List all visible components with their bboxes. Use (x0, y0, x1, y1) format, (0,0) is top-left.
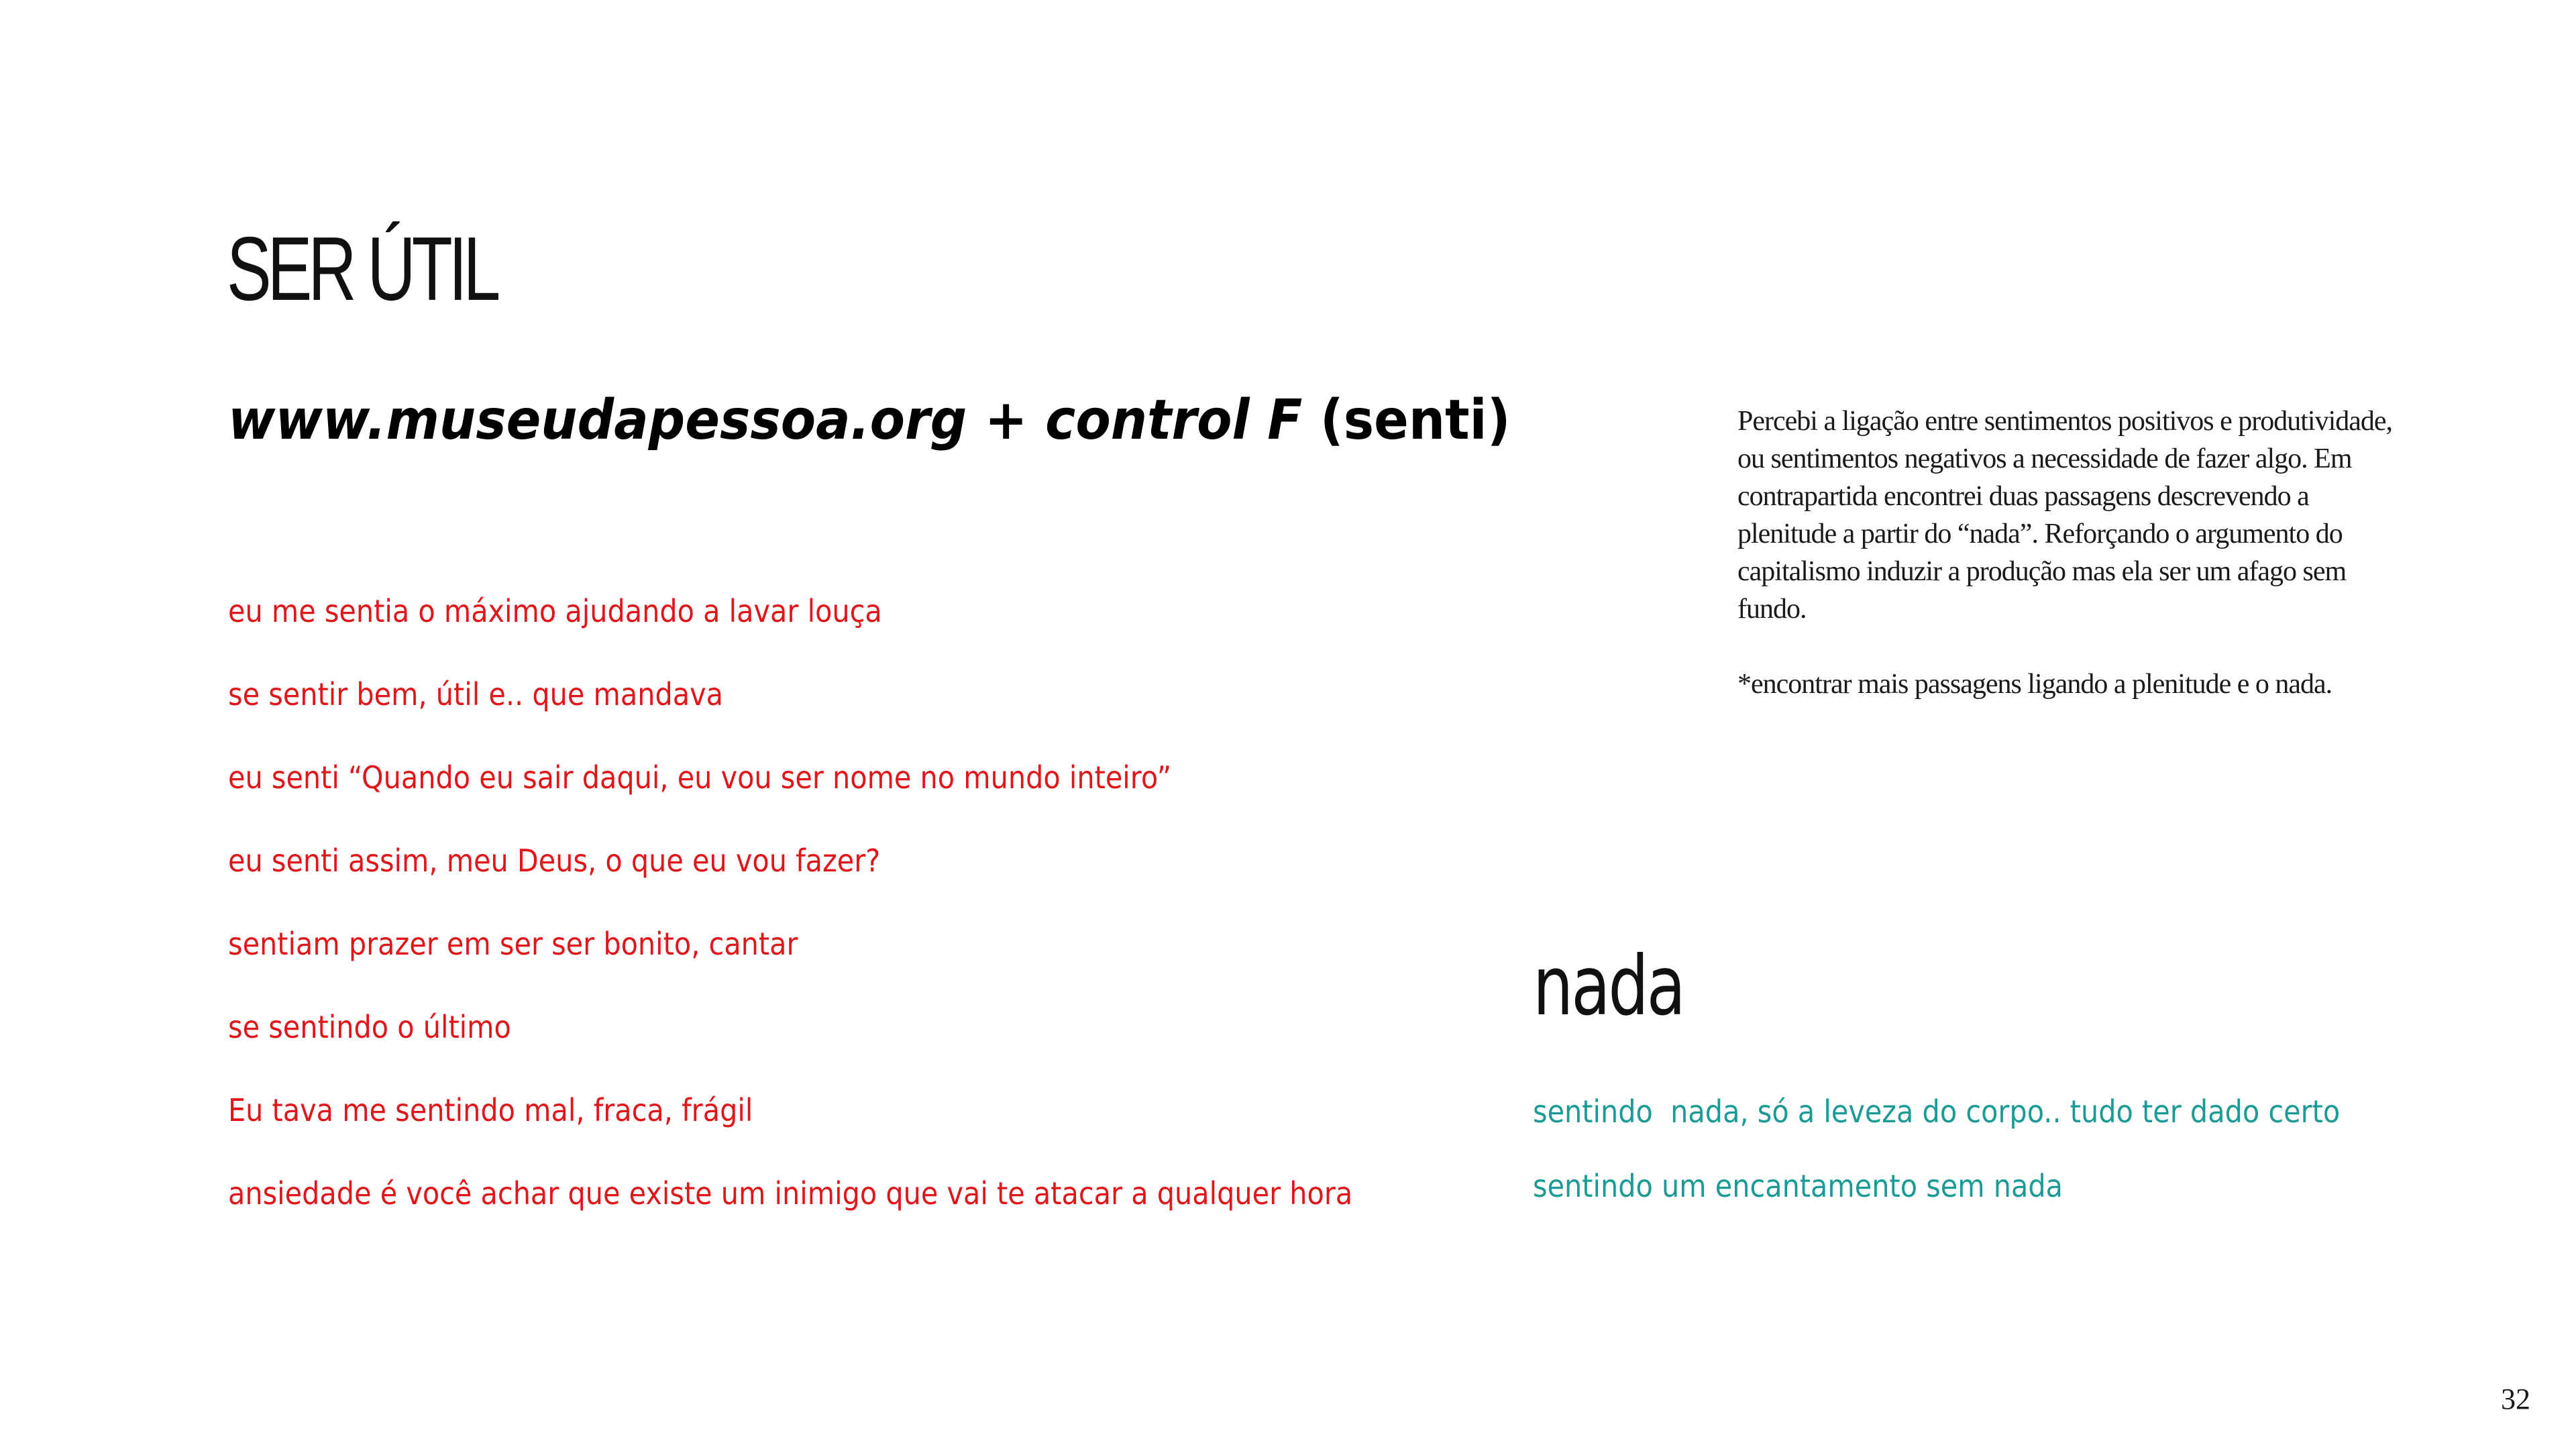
quote-item: ansiedade é você achar que existe um inimigo que vai te atacar a qualquer hora (228, 1175, 1353, 1212)
nada-item: sentindo um encantamento sem nada (1533, 1168, 2063, 1204)
quote-item: eu me sentia o máximo ajudando a lavar louça (228, 593, 882, 629)
subtitle (228, 389, 1511, 452)
nada-heading: nada (1533, 938, 1684, 1034)
quote-item: eu senti assim, meu Deus, o que eu vou fazer? (228, 843, 881, 879)
notes-spacer (1737, 628, 2395, 665)
quote-item: eu senti “Quando eu sair daqui, eu vou ser nome no mundo inteiro” (228, 759, 1172, 796)
subtitle-site: www.museudapessoa.org (228, 388, 967, 452)
notes-paragraph: Percebi a ligação entre sentimentos positivos e produtividade, ou sentimentos negativos a necessidade de fazer algo. Em contrapartida encontrei duas passagens descrevendo a plenitude a partir do “nada”. Reforçando o argumento do capitalismo induzir a produção mas ela ser um afago sem fundo. (1737, 406, 2393, 625)
quote-item: se sentindo o último (228, 1009, 511, 1045)
nada-list (1533, 1091, 2430, 1240)
subtitle-command: control F (1045, 388, 1303, 452)
nada-item: sentindo nada, só a leveza do corpo.. tudo ter dado certo (1533, 1093, 2341, 1130)
quote-item: se sentir bem, útil e.. que mandava (228, 676, 723, 712)
subtitle-term: (senti) (1302, 388, 1511, 452)
page-number: 32 (2501, 1383, 2530, 1415)
notes-footnote: *encontrar mais passagens ligando a plenitude e o nada. (1737, 669, 2332, 700)
quote-item: sentiam prazer em ser ser bonito, cantar (228, 926, 798, 962)
notes-block (1737, 402, 2395, 703)
quote-list (228, 590, 1478, 1256)
page-title: SER ÚTIL (227, 218, 497, 319)
quote-item: Eu tava me sentindo mal, fraca, frágil (228, 1092, 753, 1128)
subtitle-plus: + (967, 388, 1046, 452)
